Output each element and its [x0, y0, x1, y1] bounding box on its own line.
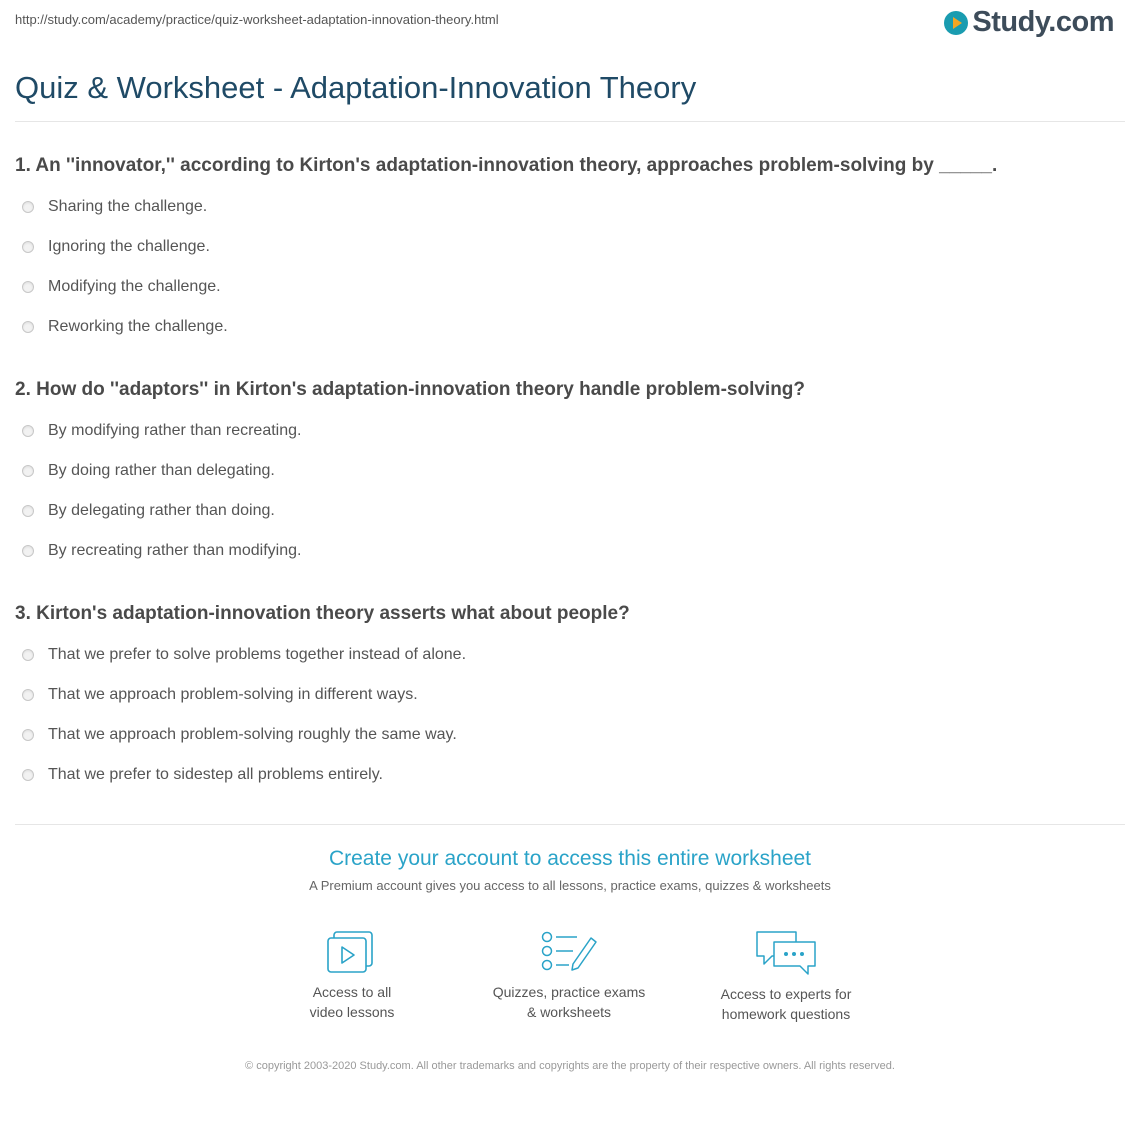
- option-label: Sharing the challenge.: [48, 198, 208, 215]
- option-label: That we prefer to solve problems together instead of alone.: [48, 646, 467, 663]
- divider: [15, 121, 1125, 122]
- option-label: That we approach problem-solving roughly the same way.: [48, 726, 457, 743]
- answer-option[interactable]: [22, 198, 207, 216]
- radio-button[interactable]: [22, 241, 34, 253]
- option-label: Modifying the challenge.: [48, 278, 221, 295]
- option-label: Reworking the challenge.: [48, 318, 228, 335]
- option-label: By delegating rather than doing.: [48, 502, 275, 519]
- question-1: 1. An ''innovator,'' according to Kirton's adaptation-innovation theory, approaches problem-solving by _____.: [15, 155, 998, 176]
- radio-button[interactable]: [22, 281, 34, 293]
- question-2: 2. How do ''adaptors'' in Kirton's adaptation-innovation theory handle problem-solving?: [15, 379, 806, 400]
- quiz-checklist-icon: [539, 928, 599, 974]
- answer-option[interactable]: [22, 726, 457, 744]
- play-logo-icon: [944, 11, 968, 35]
- radio-button[interactable]: [22, 769, 34, 781]
- feature-label: Access to all video lessons: [309, 984, 395, 1020]
- radio-button[interactable]: [22, 505, 34, 517]
- option-label: By recreating rather than modifying.: [48, 542, 302, 559]
- feature-label: Access to experts for homework questions: [720, 986, 852, 1022]
- chat-bubbles-icon: [754, 928, 818, 976]
- feature-quizzes: [469, 928, 669, 1022]
- answer-option[interactable]: [22, 766, 383, 784]
- radio-button[interactable]: [22, 425, 34, 437]
- option-label: That we prefer to sidestep all problems entirely.: [48, 766, 383, 783]
- radio-button[interactable]: [22, 321, 34, 333]
- copyright-footer: © copyright 2003-2020 Study.com. All other trademarks and copyrights are the property of their respective owners. All rights reserved.: [245, 1060, 895, 1072]
- answer-option[interactable]: [22, 686, 418, 704]
- radio-button[interactable]: [22, 465, 34, 477]
- option-label: By doing rather than delegating.: [48, 462, 275, 479]
- study-logo[interactable]: [944, 6, 1114, 39]
- option-label: Ignoring the challenge.: [48, 238, 210, 255]
- divider: [15, 824, 1125, 825]
- answer-option[interactable]: [22, 462, 275, 480]
- logo-text: Study.com: [972, 6, 1114, 38]
- option-label: That we approach problem-solving in different ways.: [48, 686, 418, 703]
- create-account-link[interactable]: Create your account to access this entire worksheet: [328, 847, 812, 870]
- page-title: Quiz & Worksheet - Adaptation-Innovation Theory: [15, 70, 697, 105]
- page-url: http://study.com/academy/practice/quiz-worksheet-adaptation-innovation-theory.html: [15, 12, 499, 27]
- feature-experts: [686, 928, 886, 1024]
- cta-subtitle: A Premium account gives you access to all lessons, practice exams, quizzes & worksheets: [309, 878, 831, 893]
- answer-option[interactable]: [22, 502, 275, 520]
- answer-option[interactable]: [22, 238, 210, 256]
- feature-label: Quizzes, practice exams & worksheets: [492, 984, 646, 1020]
- answer-option[interactable]: [22, 542, 301, 560]
- answer-option[interactable]: [22, 318, 228, 336]
- radio-button[interactable]: [22, 649, 34, 661]
- answer-option[interactable]: [22, 646, 466, 664]
- radio-button[interactable]: [22, 545, 34, 557]
- answer-option[interactable]: [22, 422, 301, 440]
- question-3: 3. Kirton's adaptation-innovation theory asserts what about people?: [15, 603, 630, 624]
- feature-video-lessons: [252, 928, 452, 1022]
- video-lesson-icon: [324, 928, 380, 974]
- radio-button[interactable]: [22, 201, 34, 213]
- option-label: By modifying rather than recreating.: [48, 422, 302, 439]
- radio-button[interactable]: [22, 729, 34, 741]
- answer-option[interactable]: [22, 278, 221, 296]
- radio-button[interactable]: [22, 689, 34, 701]
